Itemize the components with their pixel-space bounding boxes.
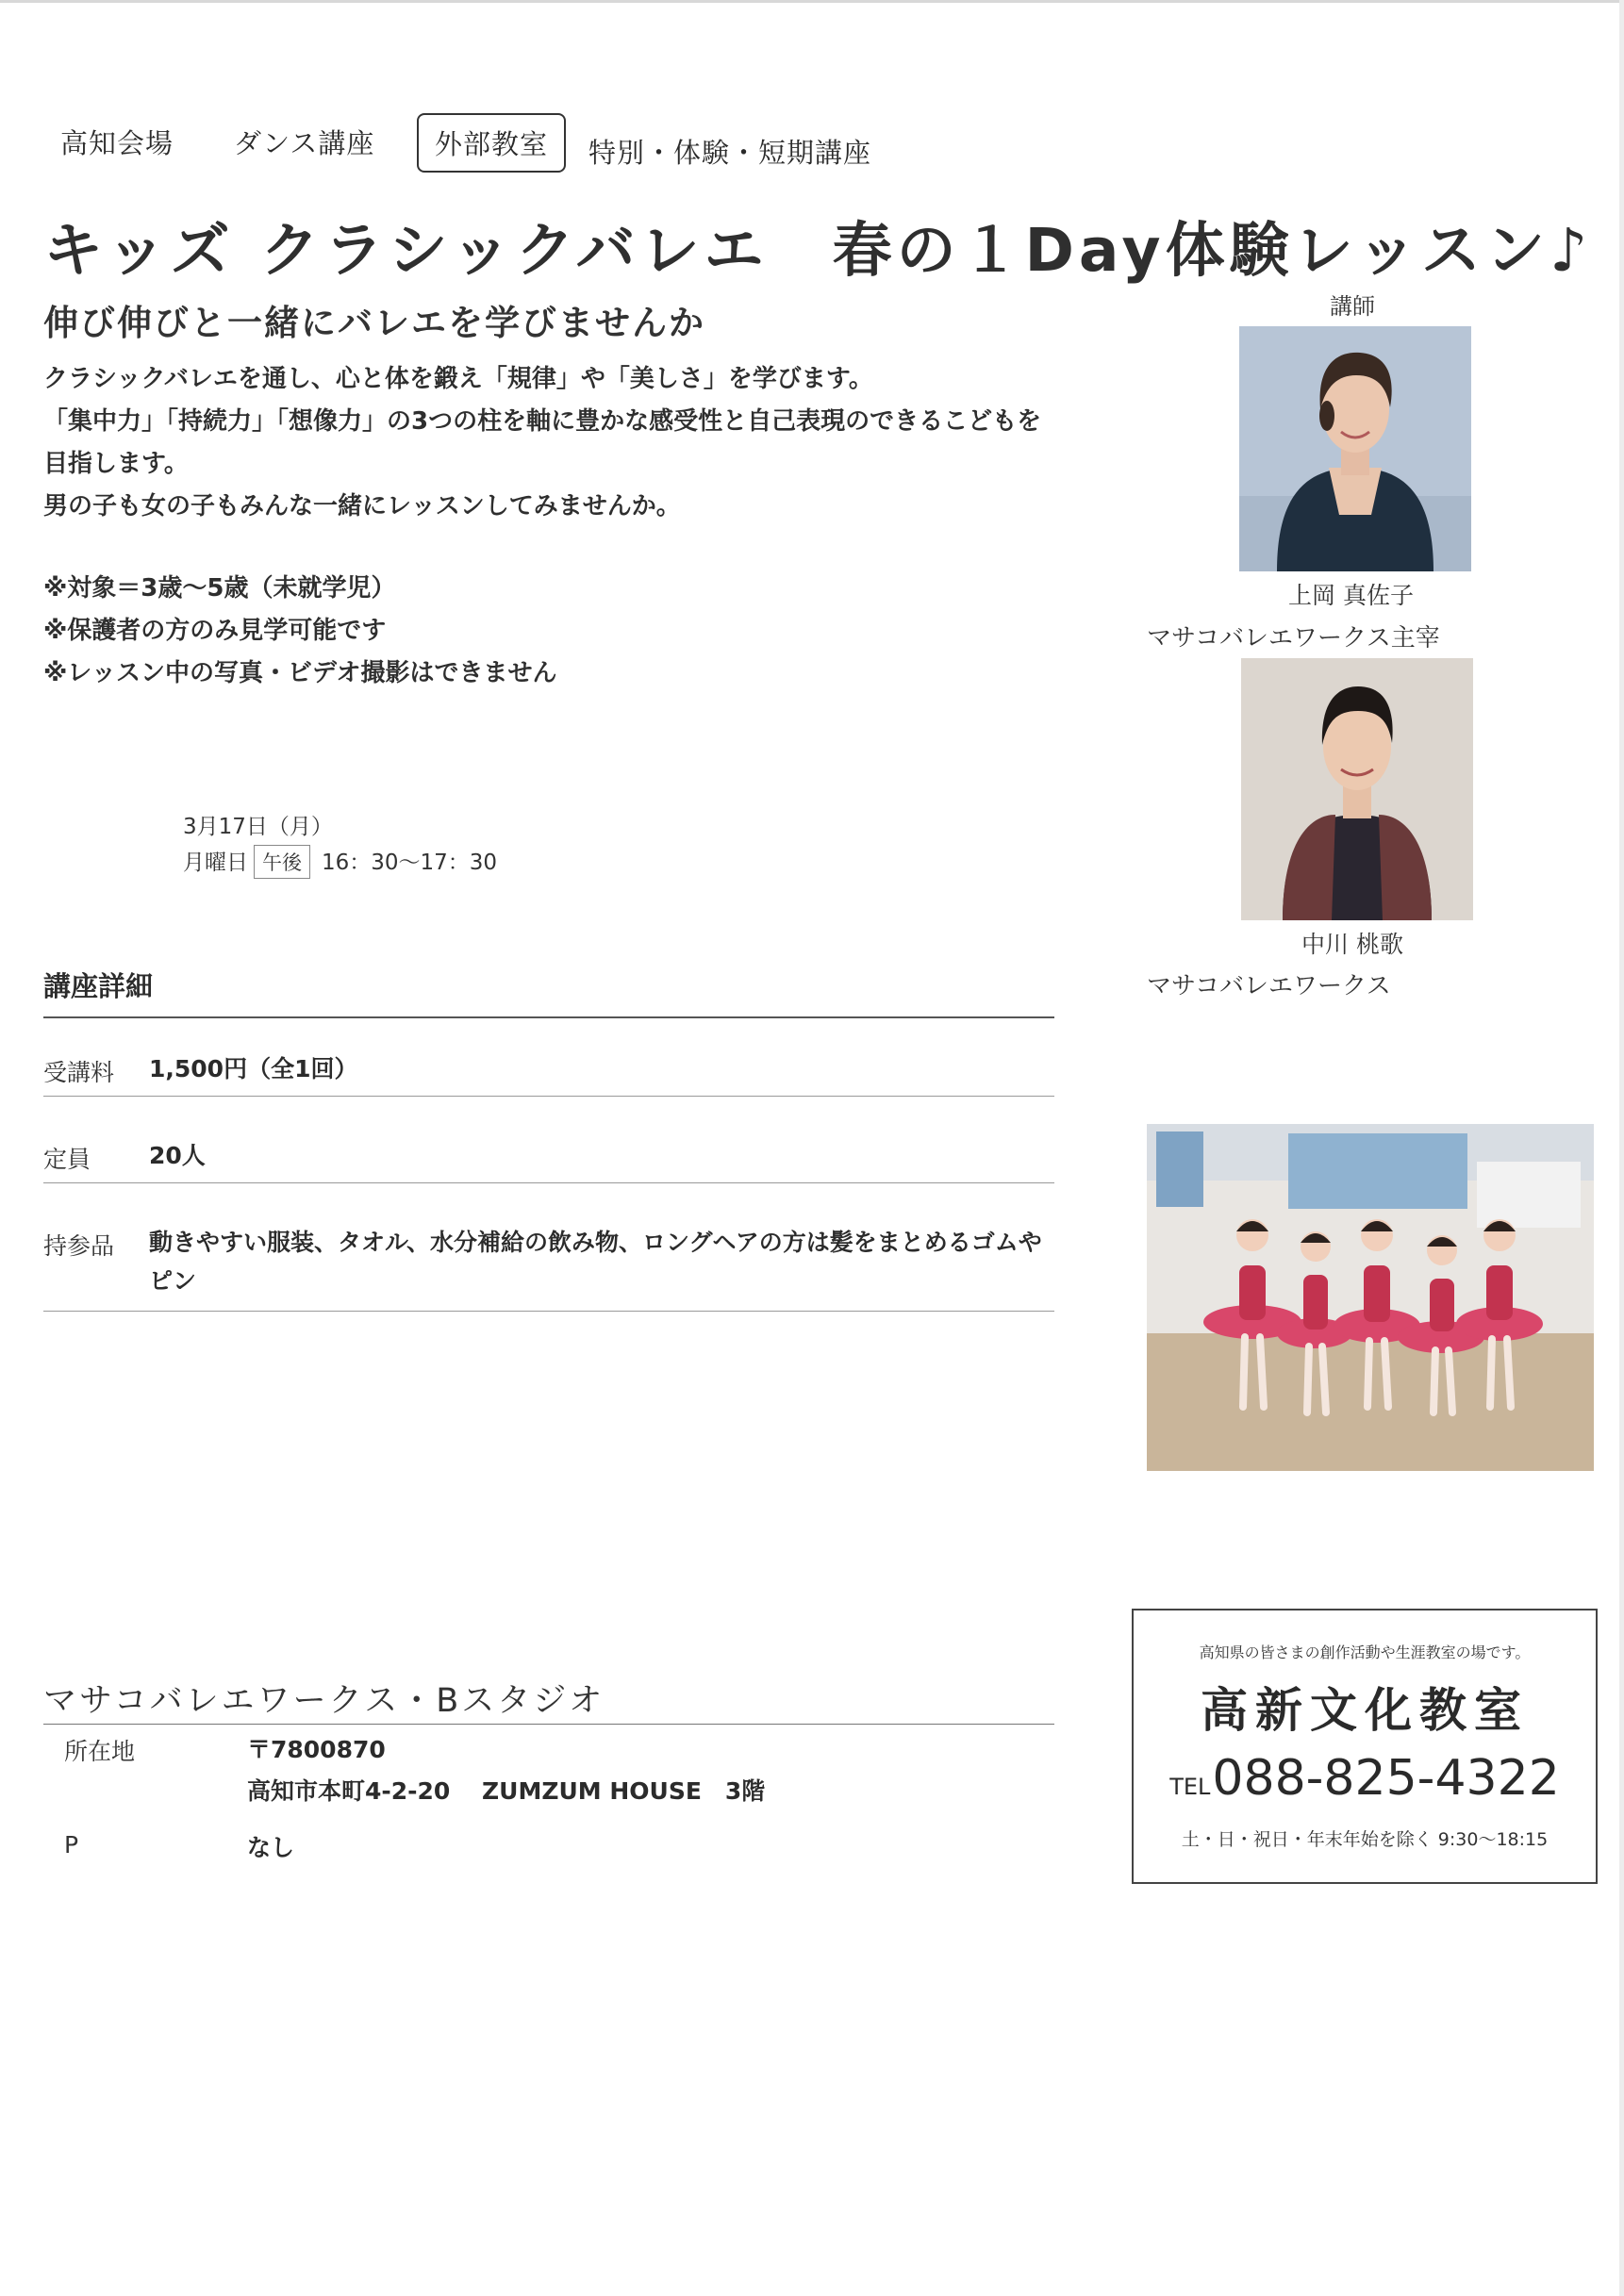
description-line: クラシックバレエを通し、心と体を鍛え「規律」や「美しさ」を学びます。: [43, 365, 873, 393]
contact-tagline: 高知県の皆さまの創作活動や生涯教室の場です。: [1199, 1644, 1531, 1661]
schedule-period-badge: 午後: [254, 845, 310, 879]
schedule-time: 16：30～17：30: [322, 851, 498, 875]
schedule-weekday: 月曜日: [183, 851, 248, 875]
instructor-label: 講師: [1330, 293, 1375, 320]
class-photo: [1147, 1124, 1594, 1471]
instructor-org: マサコバレエワークス: [1147, 972, 1391, 1000]
details-heading: 講座詳細: [43, 970, 154, 1002]
contact-phone[interactable]: [1134, 1750, 1596, 1807]
description: [43, 358, 1062, 528]
fee-label: 受講料: [43, 1059, 115, 1086]
divider: [43, 1311, 1054, 1312]
description-line: 「集中力」「持続力」「想像力」の3つの柱を軸に豊かな感受性と自己表現のできるこどもを目指します。: [43, 407, 1042, 478]
contact-hours: 土・日・祝日・年末年始を除く 9:30～18:15: [1181, 1829, 1549, 1850]
fee-value: 1,500円（全1回）: [149, 1055, 358, 1082]
category-external-badge: 外部教室: [417, 113, 566, 173]
scan-edge: [0, 0, 1624, 3]
category-venue: 高知会場: [60, 127, 174, 159]
address-label: 所在地: [64, 1738, 136, 1765]
category-type: 特別・体験・短期講座: [588, 137, 872, 169]
tel-prefix: TEL: [1169, 1774, 1211, 1800]
items-value: 動きやすい服装、タオル、水分補給の飲み物、ロングヘアの方は髪をまとめるゴムやピン: [149, 1229, 1042, 1295]
description-line: 男の子も女の子もみんな一緒にレッスンしてみませんか。: [43, 492, 681, 520]
venue-name: マサコバレエワークス・Bスタジオ: [43, 1682, 605, 1720]
scan-edge: [1619, 0, 1624, 2296]
divider: [43, 1096, 1054, 1097]
address: 高知市本町4-2-20 ZUMZUM HOUSE 3階: [247, 1777, 766, 1805]
instructor-photo: [1239, 326, 1471, 571]
page-subtitle: 伸び伸びと一緒にバレエを学びませんか: [43, 303, 705, 343]
instructor-photo: [1241, 658, 1473, 920]
divider: [43, 1182, 1054, 1183]
schedule-date: 3月17日（月）: [183, 815, 333, 839]
divider: [43, 1724, 1054, 1725]
schedule-time-row: [183, 845, 497, 879]
capacity-value: 20人: [149, 1142, 206, 1169]
items-label: 持参品: [43, 1232, 115, 1260]
note-item: ※保護者の方のみ見学可能です: [43, 617, 387, 645]
tel-number: 088-825-4322: [1212, 1750, 1560, 1807]
page-title: キッズ クラシックバレエ 春の１Day体験レッスン♪: [43, 216, 1593, 285]
instructor-org: マサコバレエワークス主宰: [1147, 624, 1440, 652]
instructor-name: 中川 桃歌: [1301, 931, 1403, 958]
divider: [43, 1016, 1054, 1018]
contact-organization: 高新文化教室: [1201, 1683, 1529, 1738]
capacity-label: 定員: [43, 1146, 91, 1173]
parking-value: なし: [247, 1834, 295, 1861]
instructor-name: 上岡 真佐子: [1288, 582, 1414, 609]
contact-box: [1132, 1609, 1598, 1884]
postal-code: 〒7800870: [247, 1736, 386, 1763]
note-item: ※対象＝3歳～5歳（未就学児）: [43, 574, 396, 603]
category-genre: ダンス講座: [234, 127, 375, 159]
parking-label: P: [64, 1831, 79, 1858]
notes-list: [43, 568, 557, 695]
note-item: ※レッスン中の写真・ビデオ撮影はできません: [43, 659, 557, 687]
